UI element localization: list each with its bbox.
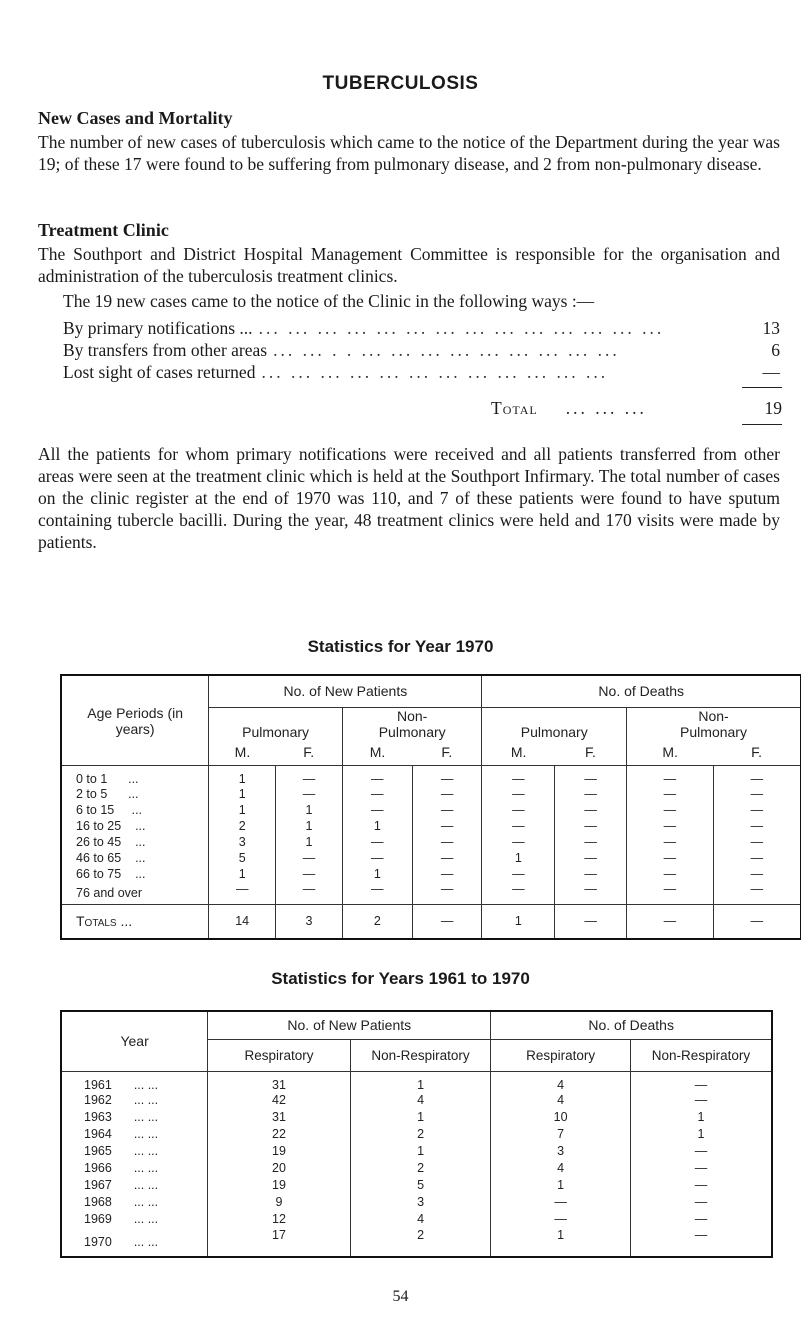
table-cell: — xyxy=(555,818,627,834)
table-cell: — xyxy=(713,834,801,850)
table-cell: 5 xyxy=(209,850,276,866)
table-cell: 1 xyxy=(276,818,343,834)
year-header: Year xyxy=(61,1011,208,1071)
header-f: F. xyxy=(276,740,343,766)
table-cell: — xyxy=(627,882,714,905)
table-cell: — xyxy=(342,882,412,905)
deaths-group-header: No. of Deaths xyxy=(491,1011,772,1039)
year-value: 1966 xyxy=(84,1161,112,1175)
list-item-value: — xyxy=(762,362,780,382)
table-cell: 4 xyxy=(350,1092,491,1109)
table-row xyxy=(61,1092,772,1109)
table-cell: — xyxy=(342,850,412,866)
totals-label: Totals ... xyxy=(76,913,133,930)
table-cell: — xyxy=(555,850,627,866)
table-cell: — xyxy=(412,834,482,850)
table-cell: — xyxy=(630,1092,772,1109)
table-cell: — xyxy=(627,834,714,850)
table-cell: 20 xyxy=(208,1160,351,1177)
table-cell: — xyxy=(482,802,555,818)
table-cell: — xyxy=(482,882,555,905)
year-value: 1968 xyxy=(84,1195,112,1209)
table-row xyxy=(61,1177,772,1194)
table-cell: — xyxy=(630,1160,772,1177)
table-row xyxy=(61,1160,772,1177)
table-cell: — xyxy=(627,802,714,818)
table-cell: 2 xyxy=(209,818,276,834)
table-cell: — xyxy=(491,1211,631,1228)
year-cell xyxy=(61,1228,208,1257)
table-cell: — xyxy=(713,766,801,787)
table-cell: 1 xyxy=(342,818,412,834)
table-cell: — xyxy=(482,766,555,787)
table-cell: 1 xyxy=(491,1228,631,1257)
year-value: 1962 xyxy=(84,1093,112,1107)
table-row xyxy=(61,1126,772,1143)
leader-dots: ... ... xyxy=(133,1110,159,1124)
total-cell: 1 xyxy=(482,905,555,939)
table-row xyxy=(61,1194,772,1211)
table2-title: Statistics for Years 1961 to 1970 xyxy=(271,969,530,988)
header-f: F. xyxy=(412,740,482,766)
table-cell: — xyxy=(713,866,801,882)
table-cell: — xyxy=(555,834,627,850)
table-cell: — xyxy=(630,1143,772,1160)
total-row xyxy=(491,398,782,419)
table-row xyxy=(61,866,801,882)
clinic-paragraph-3: All the patients for whom primary notifications were received and all patients transferred from other areas were seen at the treatment clinic which is held at the Southport Infirmary. The total number of cases on the clinic register at the end of 1970 was 110, and 7 of these patients were found to have sputum containing tubercle bacilli. During the year, 48 treatment clinics were held and 170 visits were made by patients. xyxy=(38,444,780,552)
table-cell: — xyxy=(555,766,627,787)
table-cell: — xyxy=(630,1228,772,1257)
leader-dots: ... ... xyxy=(133,1212,159,1226)
leader-dots: ... ... xyxy=(133,1161,159,1175)
year-cell xyxy=(61,1177,208,1194)
deaths-non-respiratory-header: Non-Respiratory xyxy=(630,1039,772,1071)
leader-dots: ... ... ... ... ... ... ... ... ... ... ... ... ... ... xyxy=(258,318,665,338)
deaths-non-pulmonary-header-line2: Pulmonary xyxy=(680,723,747,740)
table-row xyxy=(61,1143,772,1160)
table-cell: 1 xyxy=(630,1109,772,1126)
leader-dots: ... ... xyxy=(133,1234,159,1249)
table-cell: — xyxy=(412,802,482,818)
table-row xyxy=(61,1211,772,1228)
age-periods-header xyxy=(61,675,209,766)
table-cell: 3 xyxy=(209,834,276,850)
table-cell: 1 xyxy=(209,766,276,787)
table-cell: — xyxy=(342,786,412,802)
age-periods-header-text: Age Periods (in years) xyxy=(87,704,183,737)
table-cell: — xyxy=(412,786,482,802)
pulmonary-header-text: Pulmonary xyxy=(242,723,310,740)
list-item-value: 6 xyxy=(771,340,780,360)
leader-dots: ... ... . . ... ... ... ... ... ... ... ... ... xyxy=(273,340,620,360)
table-cell: — xyxy=(412,766,482,787)
table-cell: 22 xyxy=(208,1126,351,1143)
list-item-value: 13 xyxy=(762,318,780,338)
year-value: 1964 xyxy=(84,1127,112,1141)
table-cell: 1 xyxy=(350,1109,491,1126)
age-period-cell: 16 to 25 ... xyxy=(76,819,146,833)
non-respiratory-header: Non-Respiratory xyxy=(350,1039,491,1071)
leader-dots: ... ... xyxy=(133,1127,159,1141)
table-cell: — xyxy=(482,818,555,834)
non-pulmonary-header xyxy=(342,707,482,740)
table-cell: 2 xyxy=(350,1160,491,1177)
list-item xyxy=(63,318,780,340)
table-cell: 4 xyxy=(350,1211,491,1228)
table-cell: — xyxy=(276,850,343,866)
table-cell: 4 xyxy=(491,1160,631,1177)
table-cell: 1 xyxy=(491,1177,631,1194)
age-period-cell: 66 to 75 ... xyxy=(76,867,146,881)
divider xyxy=(742,387,782,388)
table-cell: — xyxy=(276,786,343,802)
new-patients-group-header: No. of New Patients xyxy=(209,675,482,707)
year-cell xyxy=(61,1092,208,1109)
table-row xyxy=(61,802,801,818)
total-cell: 2 xyxy=(342,905,412,939)
page-number: 54 xyxy=(392,1288,409,1305)
respiratory-header: Respiratory xyxy=(208,1039,351,1071)
section-heading-treatment-clinic: Treatment Clinic xyxy=(38,220,169,240)
total-cell: — xyxy=(713,905,801,939)
table-cell: 3 xyxy=(491,1143,631,1160)
table1-title: Statistics for Year 1970 xyxy=(307,637,494,656)
deaths-non-pulmonary-header xyxy=(627,707,801,740)
table-cell: 2 xyxy=(350,1228,491,1257)
table-row xyxy=(61,1228,772,1257)
table-cell: — xyxy=(491,1194,631,1211)
year-value: 1963 xyxy=(84,1110,112,1124)
table-cell: 12 xyxy=(208,1211,351,1228)
table-cell: 1 xyxy=(350,1143,491,1160)
table-cell: 1 xyxy=(209,866,276,882)
year-cell xyxy=(61,1071,208,1092)
table-cell: 10 xyxy=(491,1109,631,1126)
table-row xyxy=(61,882,801,905)
year-cell xyxy=(61,1211,208,1228)
total-cell: 14 xyxy=(209,905,276,939)
table-cell: — xyxy=(412,882,482,905)
table-cell: 5 xyxy=(350,1177,491,1194)
list-item-label: Lost sight of cases returned xyxy=(63,362,256,382)
table-cell: — xyxy=(630,1194,772,1211)
table-cell: — xyxy=(342,766,412,787)
table-cell: 9 xyxy=(208,1194,351,1211)
header-m: M. xyxy=(482,740,555,766)
table-cell: 1 xyxy=(209,802,276,818)
section-heading-new-cases: New Cases and Mortality xyxy=(38,108,233,128)
clinic-paragraph-2: The 19 new cases came to the notice of the Clinic in the following ways :— xyxy=(63,291,595,311)
table-cell: 4 xyxy=(491,1092,631,1109)
table-cell: — xyxy=(713,786,801,802)
page-title: TUBERCULOSIS xyxy=(322,73,479,94)
table-cell: 31 xyxy=(208,1071,351,1092)
table-cell: 2 xyxy=(350,1126,491,1143)
year-cell xyxy=(61,1160,208,1177)
header-m: M. xyxy=(209,740,276,766)
list-item-label: By primary notifications ... xyxy=(63,318,253,338)
table-cell: — xyxy=(412,866,482,882)
table-cell: — xyxy=(630,1211,772,1228)
table-cell: — xyxy=(482,866,555,882)
table-cell: 3 xyxy=(350,1194,491,1211)
header-m: M. xyxy=(627,740,714,766)
table-cell: 4 xyxy=(491,1071,631,1092)
table-cell: — xyxy=(342,802,412,818)
deaths-pulmonary-header xyxy=(482,707,627,740)
totals-row xyxy=(61,905,801,939)
table-cell: — xyxy=(627,818,714,834)
table-cell: — xyxy=(630,1177,772,1194)
deaths-pulmonary-header-text: Pulmonary xyxy=(520,723,588,740)
leader-dots: ... ... xyxy=(133,1093,159,1107)
table-cell: — xyxy=(276,766,343,787)
total-cell: 3 xyxy=(276,905,343,939)
header-f: F. xyxy=(713,740,801,766)
age-period-cell: 6 to 15 ... xyxy=(76,803,143,817)
deaths-group-header: No. of Deaths xyxy=(482,675,801,707)
leader-dots: ... ... xyxy=(133,1195,159,1209)
table-cell: 1 xyxy=(276,834,343,850)
year-cell xyxy=(61,1143,208,1160)
table-cell: — xyxy=(627,866,714,882)
new-cases-paragraph: The number of new cases of tuberculosis which came to the notice of the Department during the year was 19; of these 17 were found to be suffering from pulmonary disease, and 2 from non-pulmonary disease. xyxy=(38,132,780,174)
header-f: F. xyxy=(555,740,627,766)
table-cell: 1 xyxy=(482,850,555,866)
table-cell: 1 xyxy=(342,866,412,882)
leader-dots: ... ... ... ... ... ... ... ... ... ... ... ... xyxy=(261,362,609,382)
table-cell: — xyxy=(412,850,482,866)
non-pulmonary-header-line1: Non- xyxy=(397,707,428,724)
table-cell: — xyxy=(713,818,801,834)
divider xyxy=(742,424,782,425)
new-patients-group-header: No. of New Patients xyxy=(208,1011,491,1039)
age-period-cell: 26 to 45 ... xyxy=(76,835,146,849)
year-value: 1967 xyxy=(84,1178,112,1192)
table-cell: — xyxy=(627,786,714,802)
table-cell: 1 xyxy=(630,1126,772,1143)
table-cell: — xyxy=(713,802,801,818)
age-period-cell: 0 to 1 ... xyxy=(76,772,139,786)
table-cell: 17 xyxy=(208,1228,351,1257)
table-cell: — xyxy=(555,802,627,818)
table-cell: — xyxy=(555,882,627,905)
table-cell: 1 xyxy=(350,1071,491,1092)
table-row xyxy=(61,766,801,787)
table-cell: 31 xyxy=(208,1109,351,1126)
table-cell: — xyxy=(630,1071,772,1092)
table-cell: — xyxy=(482,786,555,802)
year-value: 1969 xyxy=(84,1212,112,1226)
table-cell: 19 xyxy=(208,1143,351,1160)
leader-dots: ... ... xyxy=(133,1178,159,1192)
deaths-respiratory-header: Respiratory xyxy=(491,1039,631,1071)
table-cell: 7 xyxy=(491,1126,631,1143)
year-value: 1970 xyxy=(84,1234,112,1249)
table-row xyxy=(61,1071,772,1092)
total-cell: — xyxy=(555,905,627,939)
table-cell: — xyxy=(482,834,555,850)
total-cell: — xyxy=(627,905,714,939)
list-item-label: By transfers from other areas xyxy=(63,340,268,360)
total-cell: — xyxy=(412,905,482,939)
leader-dots: ... ... xyxy=(133,1077,159,1092)
table-cell: 1 xyxy=(276,802,343,818)
year-value: 1961 xyxy=(84,1077,112,1092)
list-item xyxy=(63,362,780,384)
table-cell: — xyxy=(555,866,627,882)
clinic-paragraph-1: The Southport and District Hospital Management Committee is responsible for the organisation and administration of the tuberculosis treatment clinics. xyxy=(38,244,780,286)
leader-dots: ... ... xyxy=(133,1144,159,1158)
year-cell xyxy=(61,1194,208,1211)
table-cell: — xyxy=(627,850,714,866)
table-cell: — xyxy=(342,834,412,850)
table-cell: — xyxy=(713,882,801,905)
table-cell: 19 xyxy=(208,1177,351,1194)
table-cell: — xyxy=(412,818,482,834)
age-period-cell: 76 and over xyxy=(76,886,143,900)
table-row xyxy=(61,818,801,834)
table-cell: 1 xyxy=(209,786,276,802)
age-period-cell: 46 to 65 ... xyxy=(76,851,146,865)
table-cell: — xyxy=(555,786,627,802)
total-value: 19 xyxy=(764,398,782,418)
table-cell: 42 xyxy=(208,1092,351,1109)
deaths-non-pulmonary-header-line1: Non- xyxy=(698,707,729,724)
table-cell: — xyxy=(276,882,343,905)
table-cell: — xyxy=(209,882,276,905)
pulmonary-header xyxy=(209,707,343,740)
table-row xyxy=(61,834,801,850)
table-cell: — xyxy=(627,766,714,787)
header-m: M. xyxy=(342,740,412,766)
statistics-1961-1970-table xyxy=(60,1010,773,1258)
notification-sources-list xyxy=(63,318,780,384)
leader-dots: ... ... ... xyxy=(565,398,647,418)
table-row xyxy=(61,850,801,866)
year-value: 1965 xyxy=(84,1144,112,1158)
statistics-1970-table xyxy=(60,674,801,940)
year-cell xyxy=(61,1109,208,1126)
table-row xyxy=(61,1109,772,1126)
table-cell: — xyxy=(276,866,343,882)
non-pulmonary-header-line2: Pulmonary xyxy=(378,723,446,740)
age-period-cell: 2 to 5 ... xyxy=(76,787,139,801)
total-label: Total xyxy=(491,398,538,418)
year-cell xyxy=(61,1126,208,1143)
list-item xyxy=(63,340,780,362)
table-cell: — xyxy=(713,850,801,866)
table-row xyxy=(61,786,801,802)
